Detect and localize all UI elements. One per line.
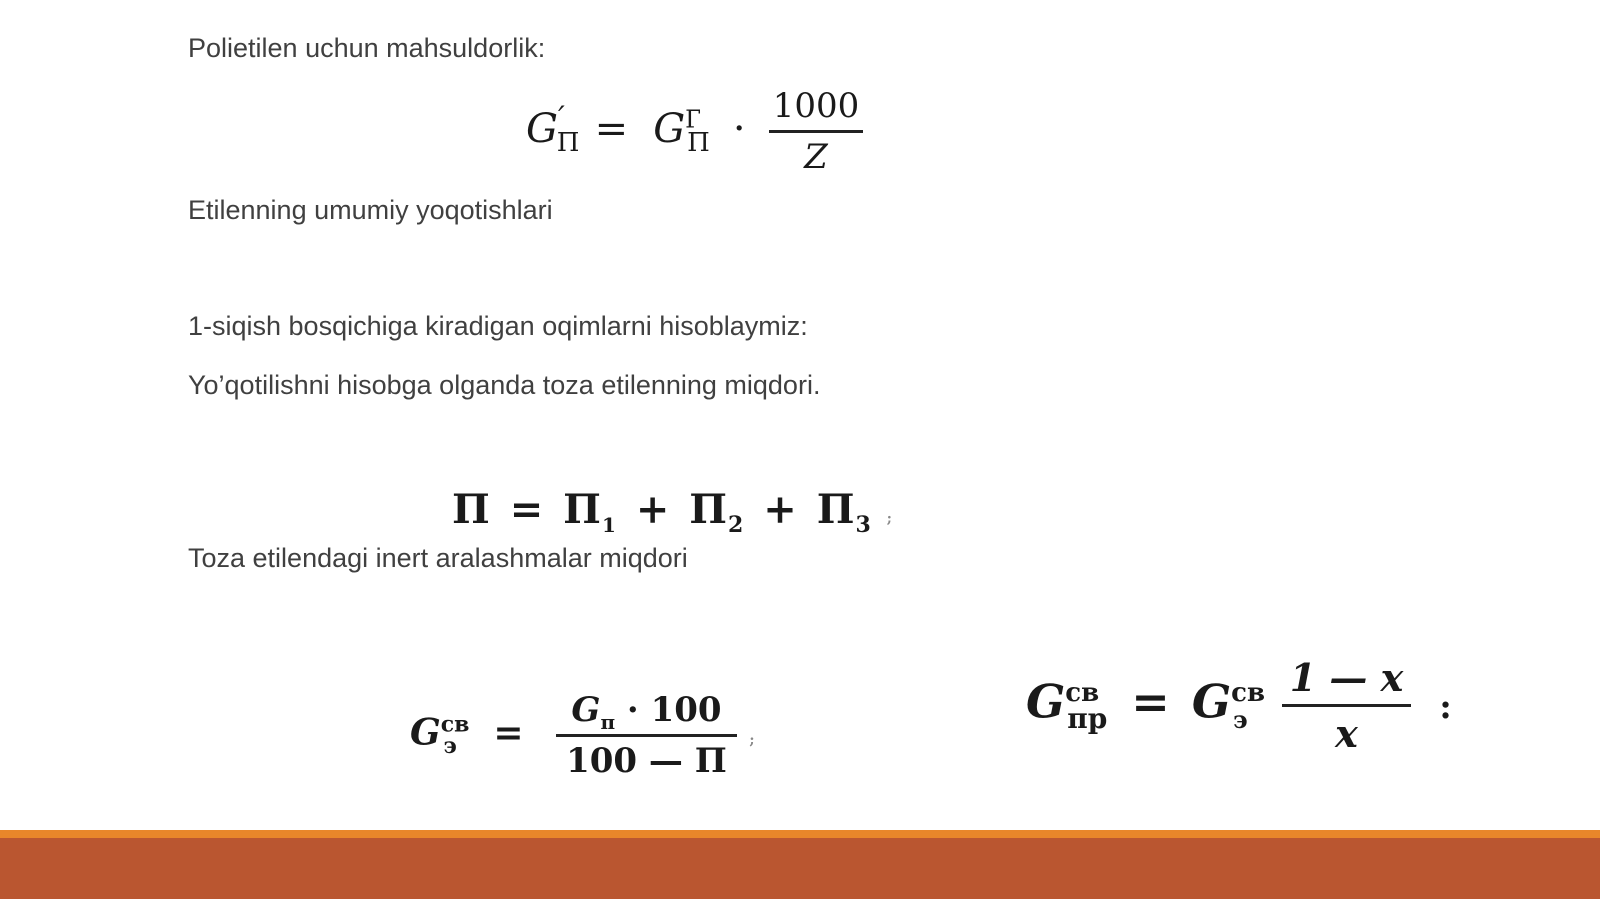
formula4-numerator: 1 — x	[1289, 655, 1404, 700]
formula1-rhs-base: G	[653, 106, 686, 153]
formula-purge-stream	[1026, 655, 1452, 756]
formula1-denominator: Z	[804, 137, 828, 177]
formula1-lhs-base: G	[526, 106, 558, 153]
formula-total-losses	[452, 486, 893, 538]
formula2-term2: П	[689, 486, 729, 533]
formula3-numerator	[561, 690, 731, 734]
formula1-dot: ·	[732, 106, 746, 153]
formula1-fraction	[769, 86, 864, 177]
footer-accent-line	[0, 830, 1600, 838]
formula2-plus1: +	[635, 486, 671, 533]
formula3-eq: =	[493, 711, 524, 754]
formula2-term1-sub: 1	[601, 513, 617, 537]
formula2-plus2: +	[763, 486, 798, 533]
formula2-term3-sub: 3	[855, 512, 872, 538]
formula1-lhs-sup: ′	[557, 100, 565, 136]
text-pure-ethylene-amount: Yo’qotilishni hisobga olganda toza etilenning miqdori.	[188, 370, 821, 400]
text-inert-impurities: Toza etilendagi inert aralashmalar miqdori	[188, 543, 688, 573]
formula4-lhs-base: G	[1026, 674, 1066, 729]
formula4-fraction	[1282, 655, 1412, 756]
formula2-term2-sub: 2	[728, 512, 745, 538]
formula4-lhs-sup: св	[1065, 678, 1100, 709]
formula4-lhs-sub: пр	[1067, 701, 1108, 735]
text-first-compression-stage: 1-siqish bosqichiga kiradigan oqimlarni hisoblaymiz:	[188, 311, 808, 341]
formula3-num-sub: п	[600, 709, 616, 734]
formula2-lhs: П	[452, 486, 491, 533]
formula2-term3: П	[816, 486, 856, 533]
formula1-lhs-sub: П	[556, 128, 580, 159]
formula1-eq: =	[594, 106, 629, 153]
formula3-num-rest: · 100	[615, 690, 722, 730]
formula3-denominator: 100 — П	[566, 741, 727, 781]
formula1-rhs-sub: П	[687, 128, 710, 159]
formula4-rhs-sup: св	[1231, 678, 1266, 709]
formula1-numerator: 1000	[772, 86, 860, 126]
formula3-end: ;	[749, 732, 755, 749]
formula4-rhs-sub: э	[1233, 704, 1248, 734]
formula4-end: :	[1439, 686, 1452, 727]
footer-bar	[0, 838, 1600, 899]
formula4-denominator: x	[1335, 711, 1358, 756]
formula2-end: ;	[886, 511, 893, 527]
formula3-lhs-base: G	[410, 711, 441, 754]
formula2-eq: =	[509, 486, 545, 533]
formula4-eq: =	[1131, 674, 1170, 729]
formula4-rhs-base: G	[1191, 674, 1232, 729]
text-polyethylene-productivity: Polietilen uchun mahsuldorlik:	[188, 33, 546, 63]
text-total-ethylene-losses: Etilenning umumiy yoqotishlari	[188, 195, 553, 225]
formula-productivity	[526, 86, 863, 177]
formula3-num-base: G	[571, 690, 601, 730]
formula1-rhs-sup: Г	[685, 105, 702, 134]
formula3-lhs-sub: э	[443, 732, 457, 759]
formula3-lhs-sup: св	[440, 711, 470, 738]
formula3-fraction	[556, 690, 737, 781]
formula2-term1: П	[563, 486, 602, 533]
formula-inert-ethylene	[410, 690, 755, 781]
